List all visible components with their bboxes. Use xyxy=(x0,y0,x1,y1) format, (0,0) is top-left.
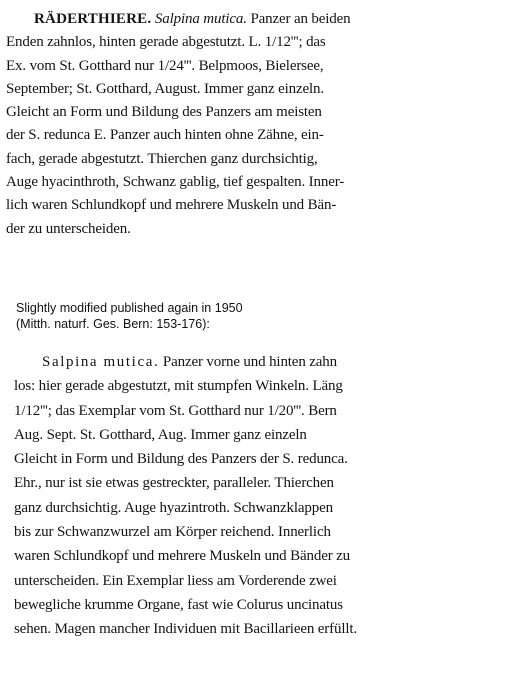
species-name: Salpina mutica. xyxy=(42,354,160,370)
species-name: Salpina mutica. xyxy=(154,11,247,27)
text-line: Gleicht an Form und Bildung des Panzers am meisten xyxy=(6,104,322,121)
text-line: 1/12'''; das Exemplar vom St. Gotthard nur 1/20'''. Bern xyxy=(14,402,337,419)
text-line: der S. redunca E. Panzer auch hinten ohne Zähne, ein- xyxy=(6,127,324,144)
note-line: Slightly modified published again in 1950 xyxy=(16,301,243,315)
text-line: fach, gerade abgestutzt. Thierchen ganz durchsichtig, xyxy=(6,150,318,167)
text-line: September; St. Gotthard, August. Immer ganz einzeln. xyxy=(6,80,324,97)
section-heading: RÄDERTHIERE. xyxy=(34,11,152,27)
text-line: Ex. vom St. Gotthard nur 1/24'''. Belpmoos, Bielersee, xyxy=(6,57,324,74)
text-line: sehen. Magen mancher Individuen mit Bacillarieen erfüllt. xyxy=(14,621,357,638)
text-line xyxy=(6,8,506,31)
republished-description xyxy=(14,350,506,642)
note-line: (Mitth. naturf. Ges. Bern: 153-176): xyxy=(16,317,210,331)
text-line: bis zur Schwanzwurzel am Körper reichend. Innerlich xyxy=(14,524,331,541)
text-line: der zu unterscheiden. xyxy=(6,220,131,237)
text-line xyxy=(14,350,506,374)
text-line: Auge hyacinthroth, Schwanz gablig, tief gespalten. Inner- xyxy=(6,174,345,191)
text-fragment: Panzer vorne und hinten zahn xyxy=(159,354,337,370)
text-line: Aug. Sept. St. Gotthard, Aug. Immer ganz einzeln xyxy=(14,426,307,443)
text-line: bewegliche krumme Organe, fast wie Colurus uncinatus xyxy=(14,596,343,613)
text-line: waren Schlundkopf und mehrere Muskeln und Bänder zu xyxy=(14,548,351,565)
text-line: Ehr., nur ist sie etwas gestreckter, paralleler. Thierchen xyxy=(14,475,334,492)
original-description xyxy=(6,8,506,241)
text-fragment: Panzer an beiden xyxy=(246,11,351,27)
text-line: unterscheiden. Ein Exemplar liess am Vorderende zwei xyxy=(14,572,337,589)
text-line: ganz durchsichtig. Auge hyazintroth. Schwanzklappen xyxy=(14,499,333,516)
text-line: los: hier gerade abgestutzt, mit stumpfen Winkeln. Läng xyxy=(14,378,343,395)
text-line: lich waren Schlundkopf und mehrere Muskeln und Bän- xyxy=(6,197,337,214)
editor-note xyxy=(16,300,496,332)
text-line: Enden zahnlos, hinten gerade abgestutzt. L. 1/12'''; das xyxy=(6,34,326,51)
text-line: Gleicht in Form und Bildung des Panzers der S. redunca. xyxy=(14,451,348,468)
